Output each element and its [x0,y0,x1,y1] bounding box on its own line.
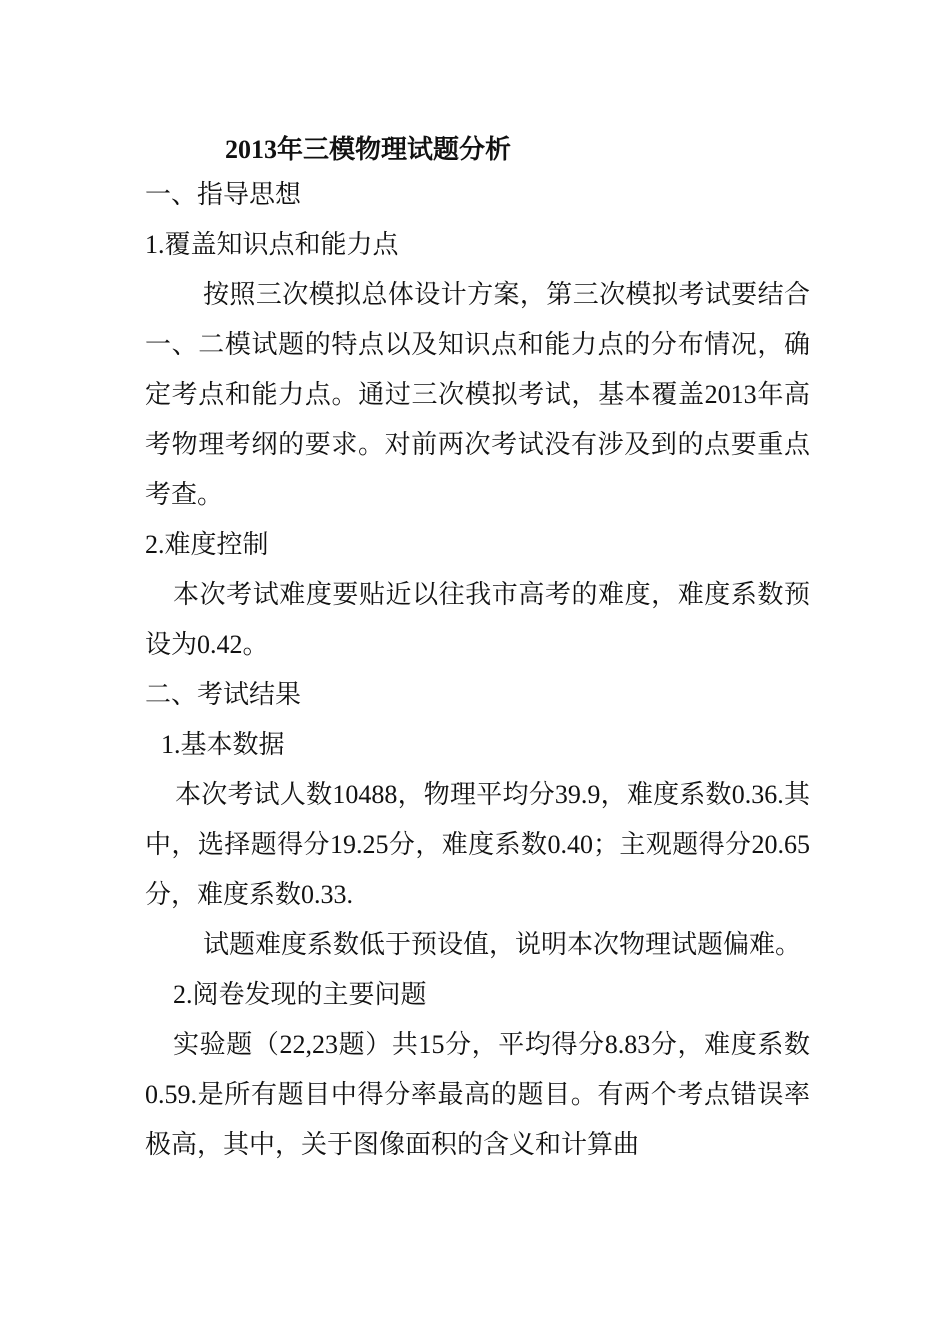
paragraph-main-problems: 实验题（22,23题）共15分，平均得分8.83分，难度系数0.59.是所有题目中得分率最高的题目。有两个考点错误率极高，其中，关于图像面积的含义和计算曲 [145,1030,810,1159]
paragraph-basic-data: 本次考试人数10488，物理平均分39.9，难度系数0.36.其中，选择题得分19.25分，难度系数0.40；主观题得分20.65分，难度系数0.33. [145,780,810,909]
paragraph-difficulty-conclusion: 试题难度系数低于预设值，说明本次物理试题偏难。 [203,930,802,959]
subsection-heading-main-problems: 2.阅卷发现的主要问题 [173,980,427,1009]
section-heading-results: 二、考试结果 [145,680,302,709]
subsection-heading-basic-data: 1.基本数据 [161,730,285,759]
subsection-heading-coverage: 1.覆盖知识点和能力点 [145,230,399,259]
document-page [145,130,810,1170]
document-title: 2013年三模物理试题分析 [225,135,512,164]
paragraph-coverage: 按照三次模拟总体设计方案，第三次模拟考试要结合一、二模试题的特点以及知识点和能力点的分布情况，确定考点和能力点。通过三次模拟考试，基本覆盖2013年高考物理考纲的要求。对前两次考试没有涉及到的点要重点考查。 [145,280,810,509]
paragraph-difficulty: 本次考试难度要贴近以往我市高考的难度，难度系数预设为0.42。 [145,580,810,659]
section-heading-guiding-ideas: 一、指导思想 [145,180,302,209]
subsection-heading-difficulty: 2.难度控制 [145,530,269,559]
